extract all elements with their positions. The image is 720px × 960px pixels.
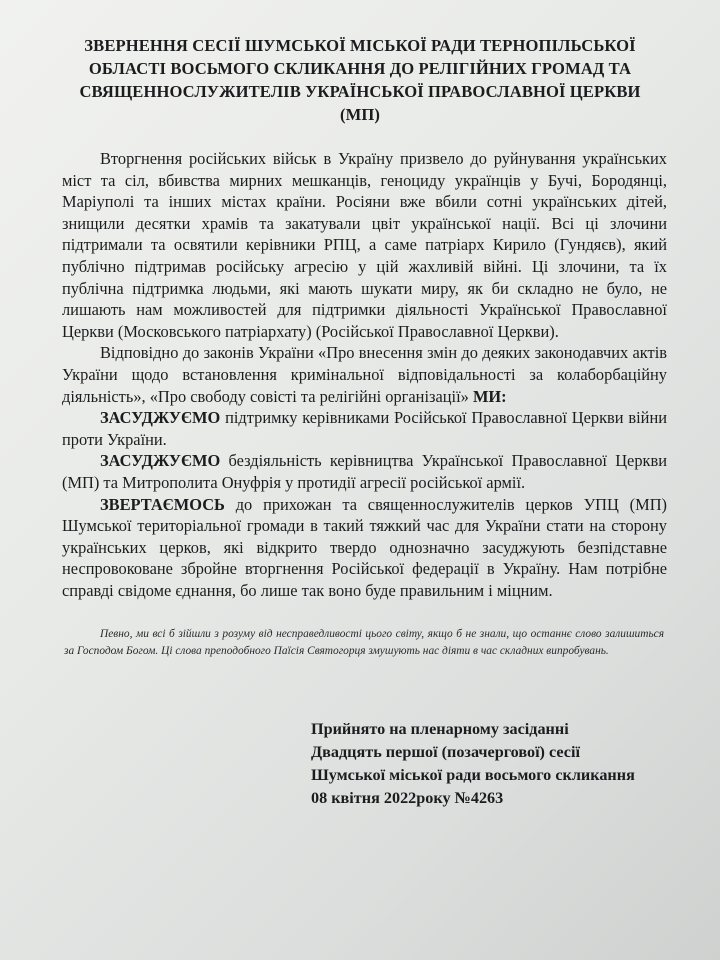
resolution-text: підтримку керівниками Російської Православної Церкви війни проти України.: [62, 408, 667, 449]
title-line: СВЯЩЕННОСЛУЖИТЕЛІВ УКРАЇНСЬКОЇ ПРАВОСЛАВНОЇ ЦЕРКВИ: [79, 82, 641, 101]
resolution-text: до прихожан та священнослужителів церков УПЦ (МП) Шумської територіальної громади в такий тяжкий час для України стати на сторону українських церков, які відкрито твердо однозначно засуджують безпідставне неспровоковане збройне вторгнення Російської федерації в Україну. Нам потрібне справді свідоме єднання, бо лише так воно буде правильним і міцним.: [62, 494, 667, 600]
resolution-keyword: ЗВЕРТАЄМОСЬ: [100, 494, 225, 514]
document-body: [62, 148, 667, 601]
paragraph-laws: [62, 342, 667, 407]
resolution-item: [62, 407, 667, 450]
title-line: (МП): [339, 105, 381, 124]
paragraph-laws-text: Відповідно до законів України «Про внесення змін до деяких законодавчих актів України щодо встановлення кримінальної відповідальності за колаборбаційну діяльність», «Про свободу совісті та релігійні організації»: [62, 343, 667, 406]
paragraph-laws-emphasis: МИ:: [472, 386, 507, 406]
document-title: [60, 34, 660, 126]
title-line: ЗВЕРНЕННЯ СЕСІЇ ШУМСЬКОЇ МІСЬКОЇ РАДИ ТЕРНОПІЛЬСЬКОЇ: [84, 36, 636, 55]
adoption-block: [311, 718, 691, 810]
resolution-keyword: ЗАСУДЖУЄМО: [100, 451, 221, 471]
resolution-item: [62, 494, 667, 602]
closing-quote: [64, 626, 664, 660]
resolution-keyword: ЗАСУДЖУЄМО: [100, 408, 221, 428]
resolution-text: бездіяльність керівництва Української Православної Церкви (МП) та Митрополита Онуфрія у протидії агресії російської армії.: [62, 451, 667, 492]
resolution-item: [62, 450, 667, 493]
adoption-line: Двадцять першої (позачергової) сесії: [311, 743, 580, 761]
adoption-line: Шумської міської ради восьмого скликання: [311, 766, 635, 784]
adoption-line: Прийнято на пленарному засіданні: [311, 720, 569, 738]
adoption-date-number: 08 квітня 2022року №4263: [311, 789, 504, 807]
quote-text: Певно, ми всі б зійшли з розуму від несправедливості цього світу, якщо б не знали, що останнє слово залишиться за Господом Богом. Ці слова преподобного Паїсія Святогорця змушують нас діяти в час складних випробувань.: [64, 628, 664, 657]
paragraph-invasion: Вторгнення російських військ в Україну призвело до руйнування українських міст та сіл, вбивства мирних мешканців, геноциду українців у Бучі, Бородянці, Маріуполі та інших містах країни. Росіяни вже вбили сотні українських дітей, знищили десятки храмів та закатували цвіт української нації. Всі ці злочини підтримали та освятили керівники РПЦ, а саме патріарх Кирило (Гундяєв), який публічно підтримав російську агресію у цій жахливій війні. Ці злочини, та їх публічна підтримка людьми, які мають шукати миру, як би складно не було, не лишають нам можливостей для підтримки діяльності Української Православної Церкви (Московського патріархату) (Російської Православної Церкви).: [62, 149, 667, 341]
title-line: ОБЛАСТІ ВОСЬМОГО СКЛИКАННЯ ДО РЕЛІГІЙНИХ ГРОМАД ТА: [88, 59, 632, 78]
